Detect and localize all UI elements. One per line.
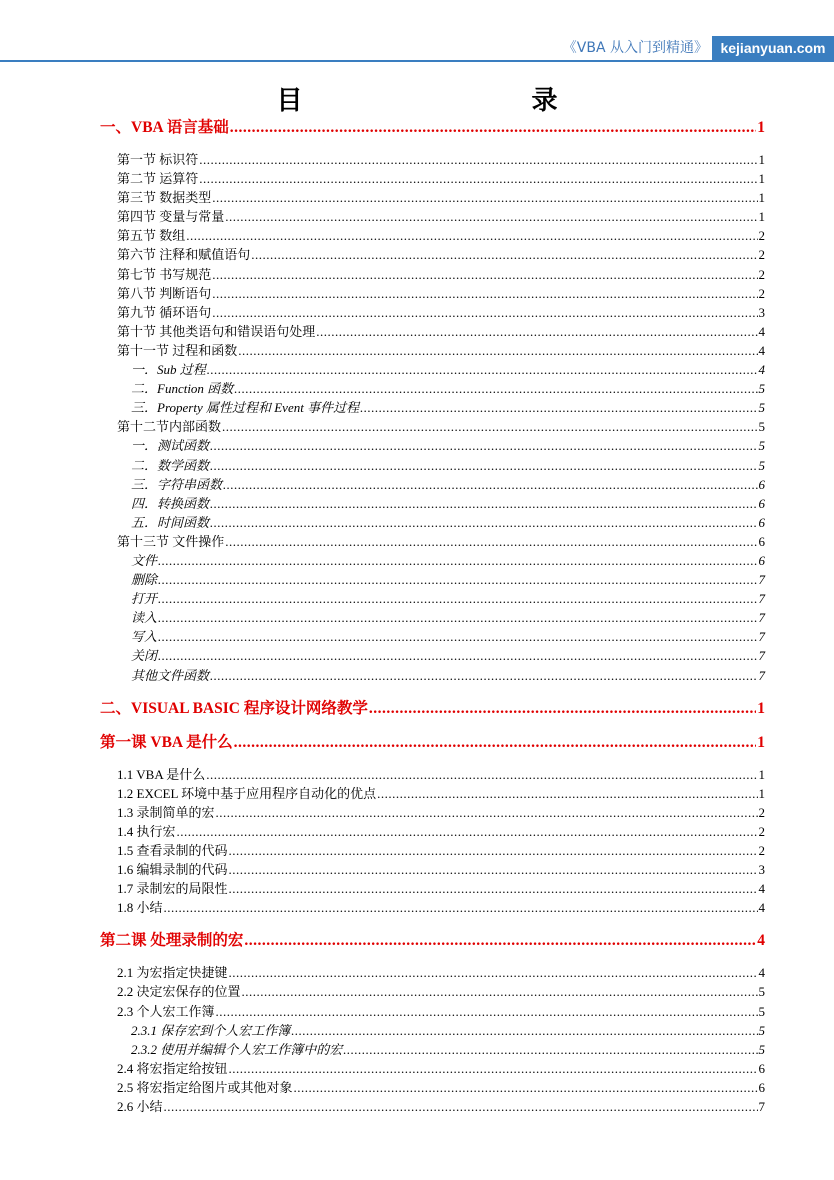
toc-entry[interactable] [100, 417, 765, 436]
toc-page-number: 6 [758, 1079, 765, 1095]
toc-entry[interactable] [100, 360, 765, 379]
toc-dot-leader [210, 666, 757, 685]
toc-dot-leader [199, 169, 757, 188]
toc-entry-title: 第四节 变量与常量 [117, 209, 225, 225]
toc-page-number: 1 [757, 699, 765, 717]
toc-page-number: 1 [758, 766, 765, 782]
toc-entry[interactable] [100, 784, 765, 803]
toc-entry[interactable] [100, 188, 765, 207]
toc-entry-title: 1.2 EXCEL 环境中基于应用程序自动化的优点 [117, 785, 377, 801]
toc-page-number: 5 [758, 984, 765, 1000]
toc-page-number: 6 [758, 514, 765, 530]
toc-page-number: 4 [758, 323, 765, 339]
toc-dot-leader [212, 284, 757, 303]
toc-page-number: 2 [758, 804, 765, 820]
toc-dot-leader [199, 150, 757, 169]
toc-dot-leader [158, 627, 757, 646]
toc-dot-leader [164, 898, 758, 917]
toc-dot-leader [164, 1097, 758, 1116]
toc-dot-leader [216, 1002, 758, 1021]
toc-entry[interactable] [100, 284, 765, 303]
toc-entry[interactable] [100, 608, 765, 627]
table-of-contents [100, 118, 765, 1116]
toc-page-number: 6 [758, 552, 765, 568]
toc-entry[interactable] [100, 646, 765, 665]
toc-page-number: 7 [758, 648, 765, 664]
toc-entry-title: 一、VBA 语言基础 [100, 119, 229, 136]
toc-page-number: 4 [758, 342, 765, 358]
toc-entry-title: 1.8 小结 [117, 900, 163, 916]
toc-dot-leader [212, 188, 757, 207]
toc-dot-leader [229, 841, 758, 860]
toc-dot-leader [343, 1040, 757, 1059]
toc-entry[interactable] [100, 1059, 765, 1078]
toc-entry-title: 第五节 数组 [117, 228, 186, 244]
toc-entry[interactable] [100, 398, 765, 417]
toc-entry-title: 删除 [131, 572, 158, 588]
toc-entry-title: 三．Property 属性过程和 Event 事件过程 [131, 400, 360, 416]
toc-entry[interactable] [100, 963, 765, 982]
toc-entry-title: 第十节 其他类语句和错误语句处理 [117, 323, 316, 339]
toc-entry-title: 1.6 编辑录制的代码 [117, 862, 228, 878]
toc-page-number: 6 [758, 533, 765, 549]
toc-page-number: 2 [758, 285, 765, 301]
toc-entry[interactable] [100, 341, 765, 360]
toc-entry[interactable] [100, 1040, 765, 1059]
toc-entry[interactable] [100, 765, 765, 784]
toc-entry-title: 第六节 注释和赋值语句 [117, 247, 251, 263]
toc-dot-leader [225, 532, 757, 551]
toc-entry[interactable] [100, 207, 765, 226]
toc-dot-leader [216, 803, 758, 822]
toc-page-number: 2 [758, 843, 765, 858]
toc-page-number: 1 [757, 119, 765, 136]
toc-dot-leader [158, 646, 757, 665]
toc-dot-leader [377, 784, 757, 803]
toc-entry-title: 2.6 小结 [117, 1099, 163, 1115]
toc-dot-leader [158, 551, 757, 570]
toc-dot-leader [223, 475, 757, 494]
toc-dot-leader [158, 608, 757, 627]
toc-dot-leader [294, 1078, 758, 1097]
toc-entry[interactable] [100, 589, 765, 608]
page-title: 目 录 [276, 86, 668, 116]
toc-dot-leader [210, 436, 757, 455]
toc-page-number: 7 [758, 629, 765, 645]
toc-dot-leader [210, 513, 757, 532]
toc-dot-leader [158, 570, 757, 589]
toc-entry[interactable] [100, 898, 765, 917]
toc-dot-leader [229, 860, 758, 879]
toc-dot-leader [158, 589, 757, 608]
toc-entry-title: 第十二节内部函数 [117, 419, 222, 435]
toc-page-number: 7 [758, 591, 765, 607]
toc-entry-title: 打开 [131, 591, 158, 607]
toc-page-number: 1 [758, 209, 765, 225]
toc-entry-title: 2.5 将宏指定给图片或其他对象 [117, 1079, 293, 1095]
toc-entry[interactable] [100, 513, 765, 532]
toc-page-number: 7 [758, 1099, 765, 1115]
toc-dot-leader [234, 733, 757, 753]
header-book-title: 《VBA 从入门到精通》 [562, 40, 708, 56]
toc-dot-leader [210, 494, 757, 513]
toc-dot-leader [238, 341, 757, 360]
toc-entry-title: 2.2 决定宏保存的位置 [117, 984, 241, 1000]
toc-entry-title: 第七节 书写规范 [117, 266, 212, 282]
toc-entry-title: 第一节 标识符 [117, 152, 199, 167]
toc-entry-title: 第十三节 文件操作 [117, 533, 225, 549]
toc-entry-title: 第二节 运算符 [117, 171, 199, 187]
toc-entry-title: 1.5 查看录制的代码 [117, 843, 228, 858]
toc-dot-leader [229, 879, 758, 898]
toc-dot-leader [177, 822, 758, 841]
toc-page-number: 6 [758, 476, 765, 492]
toc-entry-title: 文件 [131, 552, 158, 568]
toc-dot-leader [291, 1021, 757, 1040]
toc-chapter-entry[interactable] [100, 733, 765, 753]
toc-page-number: 5 [758, 381, 765, 397]
toc-entry[interactable] [100, 1078, 765, 1097]
toc-entry[interactable] [100, 245, 765, 264]
toc-dot-leader [230, 118, 757, 138]
toc-chapter-entry[interactable] [100, 931, 765, 951]
toc-entry[interactable] [100, 982, 765, 1001]
toc-page-number: 5 [758, 457, 765, 473]
toc-entry-title: 2.3.2 使用并编辑个人宏工作簿中的宏 [131, 1041, 343, 1057]
toc-entry-title: 写入 [131, 629, 158, 645]
toc-dot-leader [360, 398, 757, 417]
page-header [0, 36, 834, 62]
toc-entry-title: 一．Sub 过程 [131, 362, 206, 378]
toc-page-number: 1 [758, 152, 765, 167]
toc-entry-title: 读入 [131, 610, 158, 626]
toc-entry[interactable] [100, 226, 765, 245]
toc-entry[interactable] [100, 169, 765, 188]
toc-entry-title: 第十一节 过程和函数 [117, 342, 238, 358]
toc-entry[interactable] [100, 456, 765, 475]
toc-entry[interactable] [100, 1021, 765, 1040]
toc-entry[interactable] [100, 322, 765, 341]
toc-entry[interactable] [100, 494, 765, 513]
toc-entry[interactable] [100, 532, 765, 551]
toc-entry[interactable] [100, 303, 765, 322]
toc-dot-leader [207, 360, 758, 379]
toc-page-number: 7 [758, 610, 765, 626]
toc-page-number: 1 [758, 190, 765, 206]
toc-page-number: 4 [758, 965, 765, 981]
toc-entry[interactable] [100, 265, 765, 284]
toc-dot-leader [186, 226, 757, 245]
toc-entry-title: 三．字符串函数 [131, 476, 223, 492]
toc-entry-title: 1.1 VBA 是什么 [117, 766, 206, 782]
toc-entry-title: 1.3 录制简单的宏 [117, 804, 215, 820]
toc-dot-leader [242, 982, 758, 1001]
toc-entry[interactable] [100, 551, 765, 570]
toc-entry-title: 四．转换函数 [131, 495, 210, 511]
toc-dot-leader [229, 1059, 758, 1078]
toc-page-number: 7 [758, 667, 765, 683]
toc-dot-leader [212, 303, 757, 322]
toc-dot-leader [244, 931, 756, 951]
toc-dot-leader [316, 322, 757, 341]
toc-page-number: 6 [758, 1060, 765, 1076]
toc-entry[interactable] [100, 666, 765, 685]
toc-page-number: 1 [757, 733, 765, 751]
toc-dot-leader [251, 245, 757, 264]
toc-entry[interactable] [100, 436, 765, 455]
toc-chapter-entry[interactable] [100, 118, 765, 138]
header-site-badge: kejianyuan.com [712, 36, 834, 60]
toc-dot-leader [206, 765, 757, 784]
toc-page-number: 4 [758, 881, 765, 897]
toc-entry[interactable] [100, 841, 765, 860]
toc-page-number: 5 [758, 1022, 765, 1038]
toc-entry-title: 2.4 将宏指定给按钮 [117, 1060, 228, 1076]
toc-entry-title: 二．Function 函数 [131, 381, 234, 397]
toc-entry-title: 关闭 [131, 648, 158, 664]
toc-dot-leader [222, 417, 757, 436]
toc-page-number: 3 [758, 862, 765, 878]
toc-entry[interactable] [100, 879, 765, 898]
toc-entry-title: 1.4 执行宏 [117, 823, 176, 839]
toc-entry-title: 二．数学函数 [131, 457, 210, 473]
toc-page-number: 5 [758, 419, 765, 435]
toc-page-number: 6 [758, 495, 765, 511]
toc-entry-title: 第一课 VBA 是什么 [100, 733, 233, 751]
toc-entry-title: 二、VISUAL BASIC 程序设计网络教学 [100, 699, 368, 717]
toc-entry-title: 第九节 循环语句 [117, 304, 212, 320]
toc-entry[interactable] [100, 475, 765, 494]
toc-page-number: 1 [758, 785, 765, 801]
toc-page-number: 7 [758, 572, 765, 588]
toc-entry-title: 2.3 个人宏工作簿 [117, 1003, 215, 1019]
toc-page-number: 4 [757, 932, 765, 950]
toc-entry-title: 其他文件函数 [131, 667, 210, 683]
toc-entry[interactable] [100, 570, 765, 589]
toc-page-number: 2 [758, 228, 765, 244]
toc-entry[interactable] [100, 627, 765, 646]
toc-entry-title: 1.7 录制宏的局限性 [117, 881, 228, 897]
header-rule [0, 60, 834, 62]
toc-entry[interactable] [100, 1002, 765, 1021]
toc-chapter-entry[interactable] [100, 699, 765, 719]
toc-entry-title: 第八节 判断语句 [117, 285, 212, 301]
toc-entry-title: 一．测试函数 [131, 438, 210, 454]
toc-entry-title: 五．时间函数 [131, 514, 210, 530]
toc-entry-title: 2.1 为宏指定快捷键 [117, 965, 228, 981]
toc-entry[interactable] [100, 379, 765, 398]
toc-entry[interactable] [100, 150, 765, 169]
toc-dot-leader [210, 456, 757, 475]
toc-page-number: 2 [758, 247, 765, 263]
toc-dot-leader [369, 699, 756, 719]
toc-page-number: 2 [758, 823, 765, 839]
toc-dot-leader [234, 379, 757, 398]
toc-entry-title: 第二课 处理录制的宏 [100, 932, 244, 950]
toc-page-number: 3 [758, 304, 765, 320]
toc-page-number: 1 [758, 171, 765, 187]
toc-page-number: 4 [758, 900, 765, 916]
toc-entry-title: 2.3.1 保存宏到个人宏工作簿 [131, 1022, 291, 1038]
toc-dot-leader [225, 207, 757, 226]
toc-entry[interactable] [100, 1097, 765, 1116]
toc-dot-leader [212, 265, 757, 284]
toc-entry-title: 第三节 数据类型 [117, 190, 212, 206]
toc-page-number: 5 [758, 400, 765, 416]
toc-page-number: 5 [758, 1041, 765, 1057]
toc-entry[interactable] [100, 860, 765, 879]
toc-entry[interactable] [100, 803, 765, 822]
toc-page-number: 4 [758, 362, 765, 378]
toc-dot-leader [229, 963, 758, 982]
toc-entry[interactable] [100, 822, 765, 841]
toc-page-number: 2 [758, 266, 765, 282]
toc-page-number: 5 [758, 1003, 765, 1019]
toc-page-number: 5 [758, 438, 765, 454]
